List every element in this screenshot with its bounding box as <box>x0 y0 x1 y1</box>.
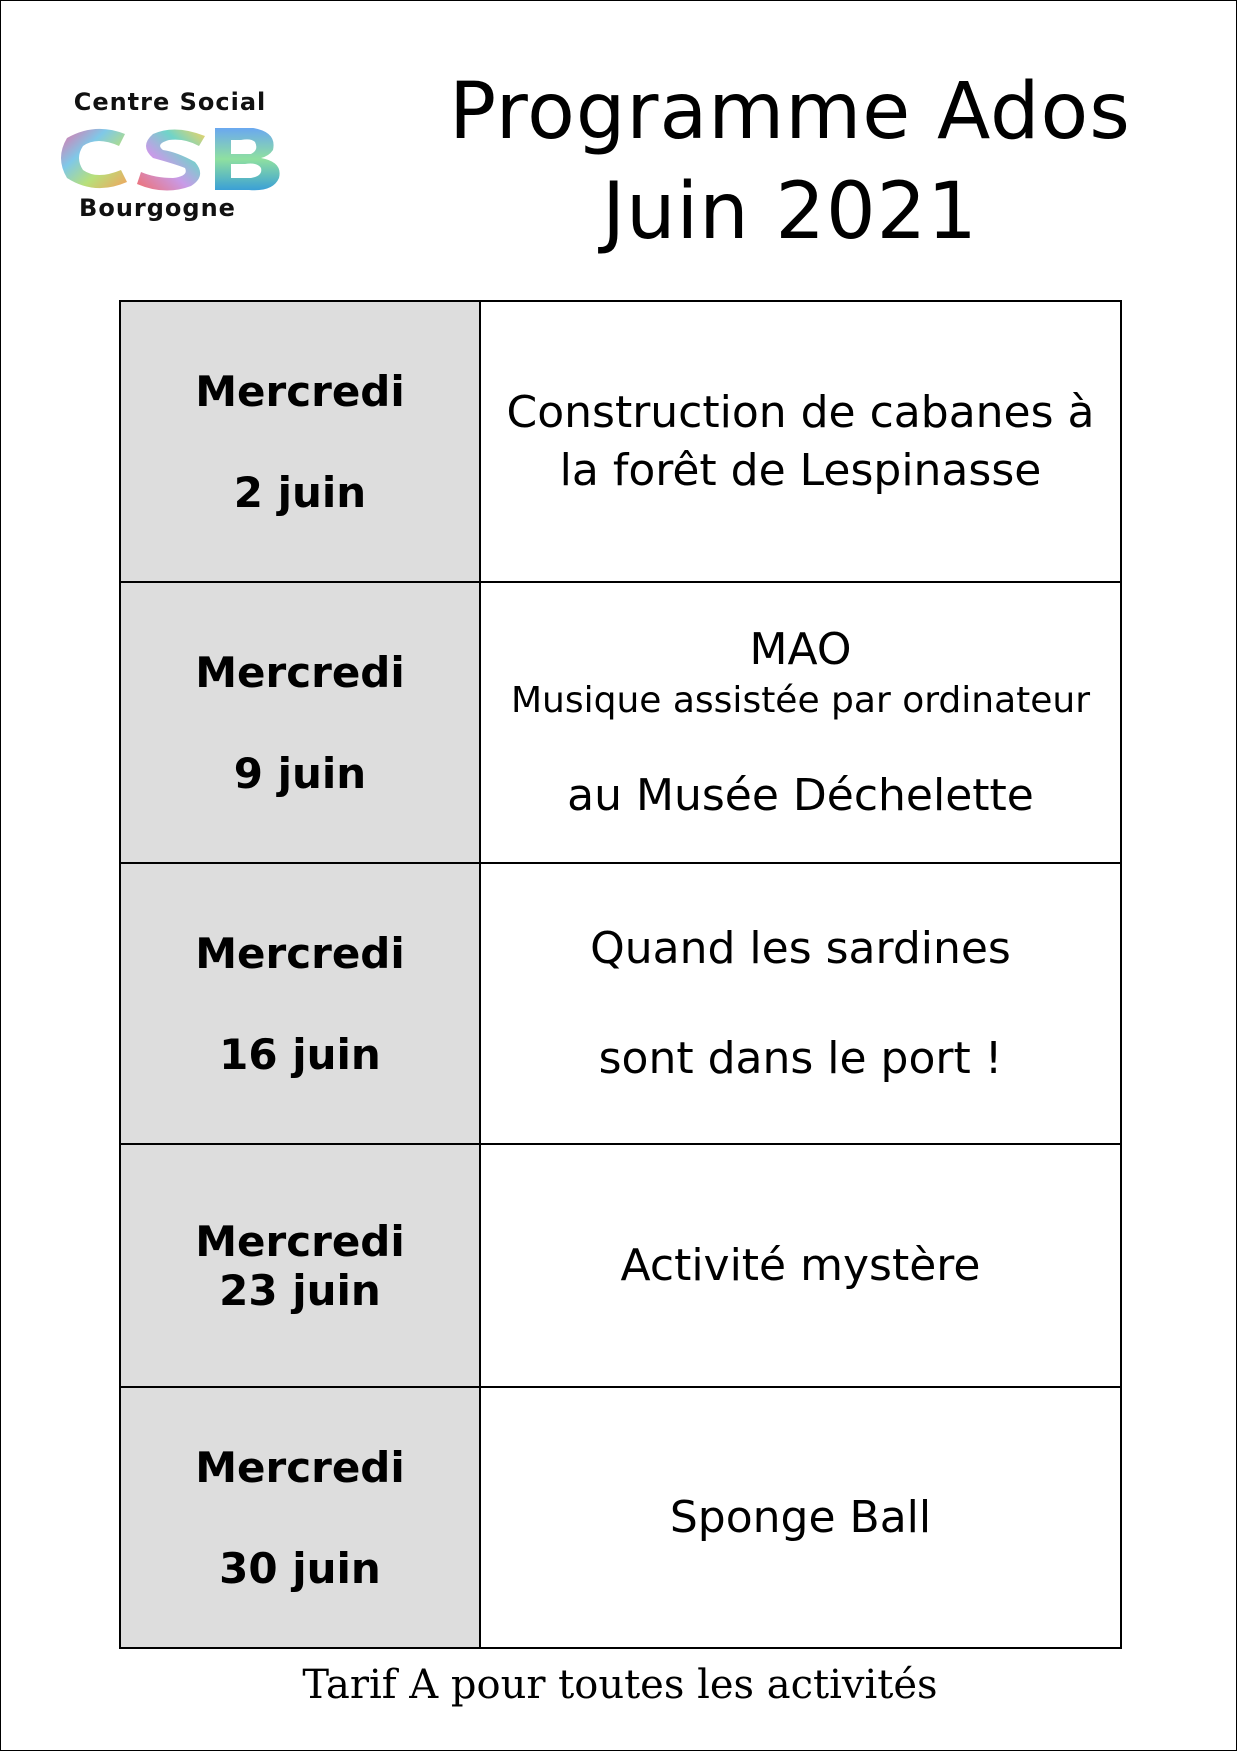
activity-cell <box>480 1144 1121 1387</box>
date-number: 9 juin <box>233 748 367 798</box>
table-row <box>120 301 1121 582</box>
schedule-table <box>119 300 1122 1649</box>
date-number: 23 juin <box>219 1265 381 1315</box>
activity-line: Activité mystère <box>620 1239 981 1291</box>
activity-subtitle: Musique assistée par ordinateur <box>510 679 1091 721</box>
footer-note: Tarif A pour toutes les activités <box>302 1662 938 1708</box>
date-number: 2 juin <box>233 467 367 517</box>
date-cell <box>120 863 480 1144</box>
activity-cell <box>480 863 1121 1144</box>
date-day: Mercredi <box>195 647 405 697</box>
logo-top-text: Centre Social <box>73 88 267 116</box>
activity-line: sont dans le port ! <box>598 1032 1003 1084</box>
date-day: Mercredi <box>195 1442 405 1492</box>
date-cell <box>120 1387 480 1648</box>
date-day: Mercredi <box>195 366 405 416</box>
activity-place: au Musée Déchelette <box>567 769 1034 821</box>
date-cell <box>120 1144 480 1387</box>
date-day: Mercredi <box>195 928 405 978</box>
table-row <box>120 582 1121 863</box>
activity-line: Quand les sardines <box>590 922 1011 974</box>
activity-cell <box>480 582 1121 863</box>
date-cell <box>120 582 480 863</box>
date-day: Mercredi <box>195 1216 405 1266</box>
page-title <box>380 62 1200 262</box>
csb-logo <box>55 88 295 228</box>
logo-bottom-text: Bourgogne <box>79 194 236 222</box>
title-line-1: Programme Ados <box>449 67 1131 157</box>
activity-title: MAO <box>749 623 852 675</box>
date-number: 16 juin <box>219 1029 381 1079</box>
date-cell <box>120 301 480 582</box>
table-row <box>120 1144 1121 1387</box>
title-line-2: Juin 2021 <box>602 167 978 257</box>
activity-line: Sponge Ball <box>669 1491 932 1543</box>
date-number: 30 juin <box>219 1543 381 1593</box>
activity-line: la forêt de Lespinasse <box>559 444 1042 496</box>
table-row <box>120 863 1121 1144</box>
table-row <box>120 1387 1121 1648</box>
csb-logo-mark-icon <box>55 122 285 194</box>
activity-line: Construction de cabanes à <box>506 386 1095 438</box>
activity-cell <box>480 1387 1121 1648</box>
activity-cell <box>480 301 1121 582</box>
